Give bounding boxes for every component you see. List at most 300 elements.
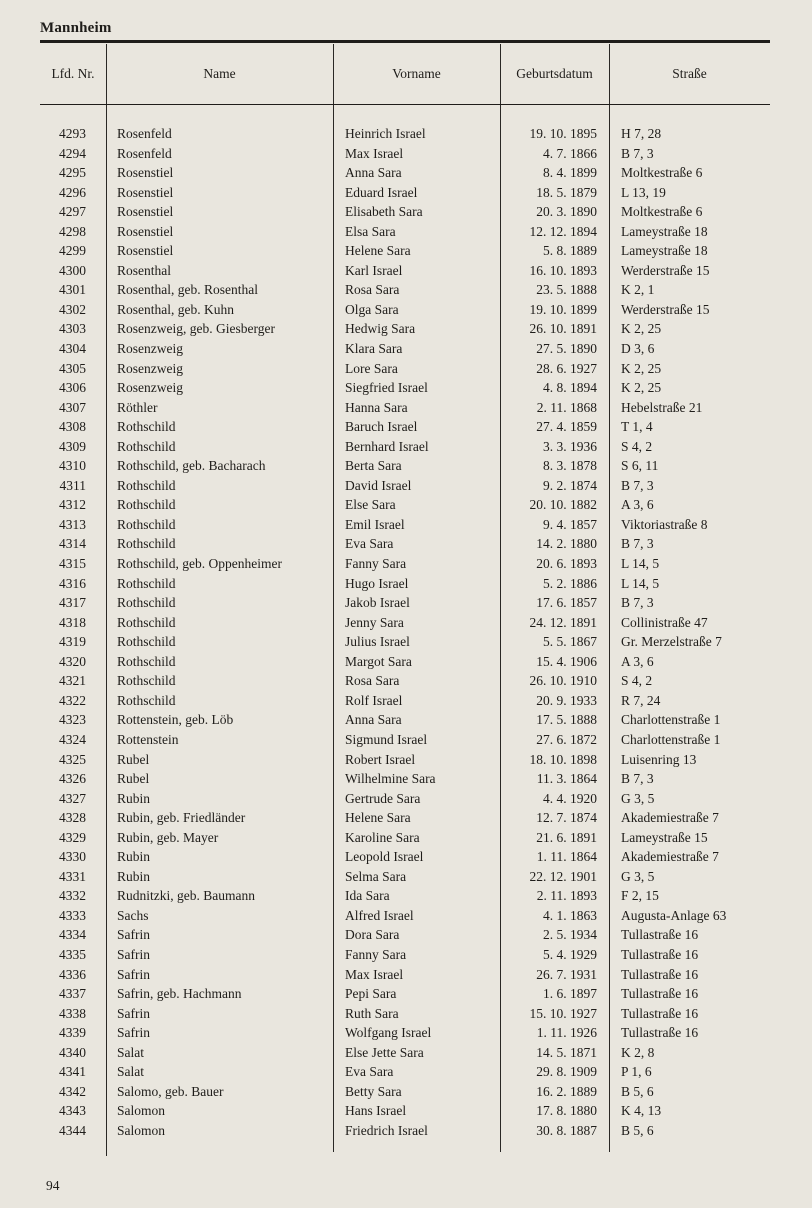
entry-number: 4303 <box>59 321 86 337</box>
entry-name: Rothschild <box>117 438 176 454</box>
table-row <box>0 1023 812 1043</box>
entry-strasse: G 3, 5 <box>621 790 655 806</box>
entry-name: Rottenstein, geb. Löb <box>117 712 234 728</box>
column-header-strasse: Straße <box>672 66 707 81</box>
entry-vorname: Heinrich Israel <box>345 126 426 141</box>
table-row <box>0 437 812 457</box>
entry-strasse: B 7, 3 <box>621 595 654 611</box>
entry-vorname: Wilhelmine Sara <box>345 771 436 787</box>
entry-strasse: A 3, 6 <box>621 653 654 669</box>
entry-number: 4340 <box>59 1044 86 1060</box>
entry-geburtsdatum: 17. 6. 1857 <box>536 595 597 611</box>
table-row <box>0 495 812 515</box>
entry-vorname: Max Israel <box>345 145 404 161</box>
entry-name: Safrin, geb. Hachmann <box>117 986 242 1002</box>
page-number: 94 <box>46 1178 60 1193</box>
table-row <box>0 632 812 652</box>
entry-vorname: Bernhard Israel <box>345 438 429 454</box>
entry-name: Rosenzweig, geb. Giesberger <box>117 321 275 337</box>
entry-name: Salomon <box>117 1103 166 1119</box>
entry-strasse: Lameystraße 18 <box>621 243 708 259</box>
entry-vorname: Else Sara <box>345 497 396 513</box>
entry-number: 4337 <box>59 986 86 1002</box>
entry-vorname: Ida Sara <box>345 888 390 904</box>
entry-vorname: Rolf Israel <box>345 692 403 708</box>
entry-vorname: Anna Sara <box>345 165 402 181</box>
entry-vorname: Margot Sara <box>345 653 412 669</box>
entry-geburtsdatum: 9. 2. 1874 <box>543 477 597 493</box>
table-row <box>0 417 812 437</box>
entry-name: Rubin, geb. Mayer <box>117 829 219 845</box>
table-row <box>0 534 812 554</box>
entry-geburtsdatum: 8. 3. 1878 <box>543 458 597 474</box>
table-row <box>0 593 812 613</box>
table-row <box>0 691 812 711</box>
entry-geburtsdatum: 19. 10. 1895 <box>529 126 597 141</box>
entry-vorname: Lore Sara <box>345 360 398 376</box>
entry-name: Rothschild <box>117 497 176 513</box>
entry-strasse: Werderstraße 15 <box>621 301 710 317</box>
entry-name: Rothschild, geb. Bacharach <box>117 458 266 474</box>
entry-geburtsdatum: 23. 5. 1888 <box>536 282 597 298</box>
column-header-geburtsdatum: Geburtsdatum <box>516 66 593 81</box>
entry-strasse: L 14, 5 <box>621 556 660 572</box>
entry-vorname: Eduard Israel <box>345 184 418 200</box>
entry-name: Rothschild <box>117 536 176 552</box>
table-row <box>0 847 812 867</box>
entry-geburtsdatum: 28. 6. 1927 <box>536 360 597 376</box>
entry-number: 4312 <box>59 497 86 513</box>
entry-strasse: Lameystraße 18 <box>621 223 708 239</box>
entry-number: 4341 <box>59 1064 86 1080</box>
entry-number: 4342 <box>59 1083 86 1099</box>
table-row <box>0 613 812 633</box>
entry-number: 4313 <box>59 516 86 532</box>
entry-name: Rothschild <box>117 477 176 493</box>
entry-name: Rosenzweig <box>117 341 183 357</box>
entry-vorname: Anna Sara <box>345 712 402 728</box>
entry-strasse: R 7, 24 <box>621 692 661 708</box>
entry-name: Rubel <box>117 751 150 767</box>
entry-geburtsdatum: 4. 1. 1863 <box>543 907 597 923</box>
entry-vorname: Hugo Israel <box>345 575 409 591</box>
entry-geburtsdatum: 1. 11. 1926 <box>536 1025 597 1041</box>
entry-strasse: K 4, 13 <box>621 1103 662 1119</box>
entry-vorname: Hanna Sara <box>345 399 408 415</box>
entry-vorname: Eva Sara <box>345 1064 394 1080</box>
entry-strasse: Lameystraße 15 <box>621 829 708 845</box>
table-row <box>0 574 812 594</box>
entry-strasse: B 7, 3 <box>621 477 654 493</box>
table-row <box>0 808 812 828</box>
entry-strasse: B 5, 6 <box>621 1122 654 1138</box>
entry-number: 4316 <box>59 575 86 591</box>
entry-geburtsdatum: 2. 11. 1868 <box>536 399 597 415</box>
entry-number: 4315 <box>59 556 86 572</box>
entry-name: Rothschild <box>117 595 176 611</box>
entry-strasse: Luisenring 13 <box>621 751 697 767</box>
entry-geburtsdatum: 11. 3. 1864 <box>536 771 597 787</box>
entry-geburtsdatum: 30. 8. 1887 <box>536 1122 597 1138</box>
entry-number: 4328 <box>59 810 86 826</box>
entry-name: Rosenzweig <box>117 360 183 376</box>
table-row <box>0 750 812 770</box>
entry-number: 4302 <box>59 301 86 317</box>
entry-vorname: Sigmund Israel <box>345 731 428 747</box>
entry-vorname: Selma Sara <box>345 868 407 884</box>
entry-vorname: Eva Sara <box>345 536 394 552</box>
entry-geburtsdatum: 18. 5. 1879 <box>536 184 597 200</box>
entry-number: 4318 <box>59 614 86 630</box>
entry-vorname: David Israel <box>345 477 412 493</box>
entry-geburtsdatum: 14. 2. 1880 <box>536 536 597 552</box>
entry-name: Rosenfeld <box>117 126 172 141</box>
page-header: Mannheim <box>40 20 112 36</box>
entry-geburtsdatum: 15. 10. 1927 <box>529 1005 597 1021</box>
entry-geburtsdatum: 2. 11. 1893 <box>536 888 597 904</box>
entry-name: Rothschild <box>117 614 176 630</box>
entry-name: Rottenstein <box>117 731 179 747</box>
table-row <box>0 789 812 809</box>
entry-geburtsdatum: 1. 6. 1897 <box>543 986 597 1002</box>
entry-vorname: Hedwig Sara <box>345 321 416 337</box>
entry-geburtsdatum: 17. 8. 1880 <box>536 1103 597 1119</box>
entry-name: Rosenstiel <box>117 243 174 259</box>
entry-vorname: Jakob Israel <box>345 595 410 611</box>
entry-number: 4304 <box>59 341 86 357</box>
entry-number: 4336 <box>59 966 86 982</box>
entry-vorname: Alfred Israel <box>345 907 414 923</box>
entry-geburtsdatum: 4. 8. 1894 <box>543 380 597 396</box>
entry-geburtsdatum: 21. 6. 1891 <box>536 829 597 845</box>
entry-strasse: Charlottenstraße 1 <box>621 712 721 728</box>
entry-geburtsdatum: 4. 7. 1866 <box>543 145 597 161</box>
entry-name: Rosenthal <box>117 262 171 278</box>
entry-geburtsdatum: 26. 7. 1931 <box>536 966 597 982</box>
entry-name: Rothschild <box>117 673 176 689</box>
table-row <box>0 339 812 359</box>
entry-strasse: K 2, 25 <box>621 380 662 396</box>
entry-geburtsdatum: 20. 9. 1933 <box>536 692 597 708</box>
entry-strasse: S 6, 11 <box>621 458 659 474</box>
entry-strasse: S 4, 2 <box>621 673 653 689</box>
table-row <box>0 144 812 164</box>
entry-name: Safrin <box>117 946 150 962</box>
table-row <box>0 1004 812 1024</box>
entry-strasse: Tullastraße 16 <box>621 1025 699 1041</box>
entry-geburtsdatum: 5. 2. 1886 <box>543 575 597 591</box>
entry-strasse: L 14, 5 <box>621 575 660 591</box>
table-row <box>0 359 812 379</box>
entry-vorname: Helene Sara <box>345 810 411 826</box>
entry-geburtsdatum: 18. 10. 1898 <box>529 751 597 767</box>
entry-number: 4330 <box>59 849 86 865</box>
entry-number: 4335 <box>59 946 86 962</box>
entry-strasse: Charlottenstraße 1 <box>621 731 721 747</box>
entry-geburtsdatum: 12. 12. 1894 <box>529 223 597 239</box>
entry-geburtsdatum: 12. 7. 1874 <box>536 810 597 826</box>
entry-vorname: Friedrich Israel <box>345 1122 428 1138</box>
column-header-nr: Lfd. Nr. <box>51 66 95 81</box>
entry-number: 4299 <box>59 243 86 259</box>
table-row <box>0 710 812 730</box>
table-row <box>0 163 812 183</box>
table-row <box>0 261 812 281</box>
entry-vorname: Pepi Sara <box>345 986 397 1002</box>
table-row <box>0 867 812 887</box>
entry-name: Rosenstiel <box>117 204 174 220</box>
table-row <box>0 456 812 476</box>
entry-number: 4293 <box>59 126 86 141</box>
table-row <box>0 984 812 1004</box>
entry-name: Rosenstiel <box>117 165 174 181</box>
entry-geburtsdatum: 1. 11. 1864 <box>536 849 597 865</box>
entry-vorname: Elisabeth Sara <box>345 204 423 220</box>
entry-number: 4329 <box>59 829 86 845</box>
entry-geburtsdatum: 26. 10. 1891 <box>529 321 597 337</box>
entry-strasse: Akademiestraße 7 <box>621 810 719 826</box>
entry-geburtsdatum: 24. 12. 1891 <box>529 614 597 630</box>
entry-name: Salat <box>117 1064 144 1080</box>
entry-geburtsdatum: 17. 5. 1888 <box>536 712 597 728</box>
entry-vorname: Gertrude Sara <box>345 790 421 806</box>
entry-strasse: B 7, 3 <box>621 771 654 787</box>
entry-strasse: Hebelstraße 21 <box>621 399 703 415</box>
entry-strasse: T 1, 4 <box>621 419 653 435</box>
entry-number: 4307 <box>59 399 86 415</box>
entry-geburtsdatum: 29. 8. 1909 <box>536 1064 597 1080</box>
entry-geburtsdatum: 20. 3. 1890 <box>536 204 597 220</box>
table-row <box>0 280 812 300</box>
entry-strasse: B 7, 3 <box>621 145 654 161</box>
entry-name: Safrin <box>117 966 150 982</box>
table-row <box>0 1121 812 1141</box>
entry-strasse: Augusta-Anlage 63 <box>621 907 727 923</box>
entry-strasse: Akademiestraße 7 <box>621 849 719 865</box>
entry-name: Sachs <box>117 907 149 923</box>
entry-vorname: Wolfgang Israel <box>345 1025 432 1041</box>
entry-name: Rosenthal, geb. Kuhn <box>117 301 234 317</box>
entry-number: 4310 <box>59 458 86 474</box>
entry-vorname: Ruth Sara <box>345 1005 399 1021</box>
entry-name: Rothschild <box>117 653 176 669</box>
entry-strasse: L 13, 19 <box>621 184 666 200</box>
entry-vorname: Hans Israel <box>345 1103 407 1119</box>
entry-name: Rubin <box>117 849 151 865</box>
entry-strasse: H 7, 28 <box>621 126 662 141</box>
table-row <box>0 1062 812 1082</box>
entry-number: 4296 <box>59 184 86 200</box>
entry-geburtsdatum: 27. 6. 1872 <box>536 731 597 747</box>
table-row <box>0 398 812 418</box>
entry-vorname: Rosa Sara <box>345 282 400 298</box>
table-row <box>0 515 812 535</box>
entry-name: Rubin <box>117 868 151 884</box>
entry-number: 4311 <box>59 477 86 493</box>
entry-number: 4325 <box>59 751 86 767</box>
entry-strasse: B 7, 3 <box>621 536 654 552</box>
entry-number: 4298 <box>59 223 86 239</box>
entry-name: Rubin, geb. Friedländer <box>117 810 246 826</box>
entry-name: Safrin <box>117 1025 150 1041</box>
entry-number: 4317 <box>59 595 86 611</box>
entry-geburtsdatum: 15. 4. 1906 <box>536 653 597 669</box>
table-row <box>0 300 812 320</box>
entry-number: 4339 <box>59 1025 86 1041</box>
entry-number: 4323 <box>59 712 86 728</box>
entry-name: Salomon <box>117 1122 166 1138</box>
table-row <box>0 730 812 750</box>
table-row <box>0 945 812 965</box>
entry-number: 4327 <box>59 790 86 806</box>
entry-strasse: Viktoriastraße 8 <box>621 516 708 532</box>
entry-name: Rudnitzki, geb. Baumann <box>117 888 255 904</box>
entry-vorname: Dora Sara <box>345 927 400 943</box>
entry-name: Rubin <box>117 790 151 806</box>
entry-strasse: Tullastraße 16 <box>621 1005 699 1021</box>
entry-vorname: Leopold Israel <box>345 849 424 865</box>
entry-geburtsdatum: 9. 4. 1857 <box>543 516 597 532</box>
entry-vorname: Siegfried Israel <box>345 380 428 396</box>
table-row <box>0 241 812 261</box>
entry-vorname: Fanny Sara <box>345 946 407 962</box>
entry-name: Rubel <box>117 771 150 787</box>
table-row <box>0 124 812 144</box>
entry-name: Rothschild <box>117 516 176 532</box>
entry-number: 4344 <box>59 1122 86 1138</box>
entry-strasse: Gr. Merzelstraße 7 <box>621 634 722 650</box>
entry-number: 4308 <box>59 419 86 435</box>
entry-geburtsdatum: 4. 4. 1920 <box>543 790 597 806</box>
entry-strasse: Moltkestraße 6 <box>621 204 703 220</box>
entry-name: Röthler <box>117 399 158 415</box>
entry-name: Safrin <box>117 927 150 943</box>
entry-name: Salat <box>117 1044 144 1060</box>
table-row <box>0 183 812 203</box>
entry-strasse: K 2, 25 <box>621 321 662 337</box>
entry-strasse: Tullastraße 16 <box>621 927 699 943</box>
column-header-name: Name <box>203 66 236 81</box>
entry-vorname: Rosa Sara <box>345 673 400 689</box>
entry-geburtsdatum: 16. 2. 1889 <box>536 1083 597 1099</box>
table-row <box>0 965 812 985</box>
entry-vorname: Klara Sara <box>345 341 403 357</box>
entry-number: 4297 <box>59 204 86 220</box>
entry-geburtsdatum: 2. 5. 1934 <box>543 927 597 943</box>
entry-strasse: D 3, 6 <box>621 341 655 357</box>
entry-geburtsdatum: 5. 5. 1867 <box>543 634 597 650</box>
entry-name: Rothschild <box>117 575 176 591</box>
entry-number: 4326 <box>59 771 86 787</box>
entry-number: 4331 <box>59 868 86 884</box>
entry-number: 4322 <box>59 692 86 708</box>
entry-vorname: Julius Israel <box>345 634 410 650</box>
entry-vorname: Jenny Sara <box>345 614 404 630</box>
table-row <box>0 554 812 574</box>
entry-geburtsdatum: 8. 4. 1899 <box>543 165 597 181</box>
entry-geburtsdatum: 26. 10. 1910 <box>529 673 597 689</box>
entry-name: Rosenstiel <box>117 184 174 200</box>
entry-vorname: Helene Sara <box>345 243 411 259</box>
entry-number: 4301 <box>59 282 86 298</box>
entry-strasse: S 4, 2 <box>621 438 653 454</box>
entry-strasse: F 2, 15 <box>621 888 659 904</box>
entry-geburtsdatum: 22. 12. 1901 <box>529 868 597 884</box>
entry-strasse: K 2, 25 <box>621 360 662 376</box>
entry-geburtsdatum: 3. 3. 1936 <box>543 438 597 454</box>
table-row <box>0 652 812 672</box>
entry-number: 4320 <box>59 653 86 669</box>
entry-vorname: Max Israel <box>345 966 404 982</box>
entry-number: 4314 <box>59 536 86 552</box>
entry-vorname: Emil Israel <box>345 516 405 532</box>
entry-geburtsdatum: 5. 8. 1889 <box>543 243 597 259</box>
entry-name: Rothschild, geb. Oppenheimer <box>117 556 282 572</box>
entry-number: 4338 <box>59 1005 86 1021</box>
entry-name: Rosenfeld <box>117 145 172 161</box>
column-header-rule <box>40 104 770 105</box>
entry-strasse: G 3, 5 <box>621 868 655 884</box>
table-row <box>0 1082 812 1102</box>
entry-number: 4306 <box>59 380 86 396</box>
entry-number: 4324 <box>59 731 86 747</box>
entry-name: Rothschild <box>117 419 176 435</box>
entry-geburtsdatum: 14. 5. 1871 <box>536 1044 597 1060</box>
entry-vorname: Fanny Sara <box>345 556 407 572</box>
entry-number: 4321 <box>59 673 86 689</box>
entry-name: Rothschild <box>117 692 176 708</box>
table-row <box>0 202 812 222</box>
entry-strasse: K 2, 8 <box>621 1044 655 1060</box>
table-row <box>0 906 812 926</box>
entry-vorname: Olga Sara <box>345 301 399 317</box>
entry-number: 4332 <box>59 888 86 904</box>
table-row <box>0 828 812 848</box>
entry-geburtsdatum: 16. 10. 1893 <box>529 262 597 278</box>
entry-strasse: B 5, 6 <box>621 1083 654 1099</box>
entry-geburtsdatum: 27. 5. 1890 <box>536 341 597 357</box>
entry-number: 4300 <box>59 262 86 278</box>
entry-strasse: K 2, 1 <box>621 282 655 298</box>
table-row <box>0 671 812 691</box>
entry-number: 4309 <box>59 438 86 454</box>
entry-vorname: Karoline Sara <box>345 829 420 845</box>
entry-name: Salomo, geb. Bauer <box>117 1083 224 1099</box>
entry-name: Rothschild <box>117 634 176 650</box>
entry-name: Rosenthal, geb. Rosenthal <box>117 282 258 298</box>
entry-geburtsdatum: 5. 4. 1929 <box>543 946 597 962</box>
entry-number: 4334 <box>59 927 86 943</box>
entry-number: 4295 <box>59 165 86 181</box>
entry-vorname: Berta Sara <box>345 458 402 474</box>
entry-vorname: Baruch Israel <box>345 419 418 435</box>
entry-strasse: Tullastraße 16 <box>621 946 699 962</box>
entry-strasse: A 3, 6 <box>621 497 654 513</box>
entry-geburtsdatum: 20. 10. 1882 <box>529 497 597 513</box>
table-row <box>0 378 812 398</box>
entry-vorname: Betty Sara <box>345 1083 402 1099</box>
table-row <box>0 886 812 906</box>
entry-geburtsdatum: 20. 6. 1893 <box>536 556 597 572</box>
table-row <box>0 1043 812 1063</box>
entry-vorname: Karl Israel <box>345 262 403 278</box>
entry-strasse: Tullastraße 16 <box>621 986 699 1002</box>
table-row <box>0 222 812 242</box>
table-row <box>0 769 812 789</box>
register-table <box>0 124 812 1140</box>
table-row <box>0 476 812 496</box>
column-header-vorname: Vorname <box>392 66 441 81</box>
